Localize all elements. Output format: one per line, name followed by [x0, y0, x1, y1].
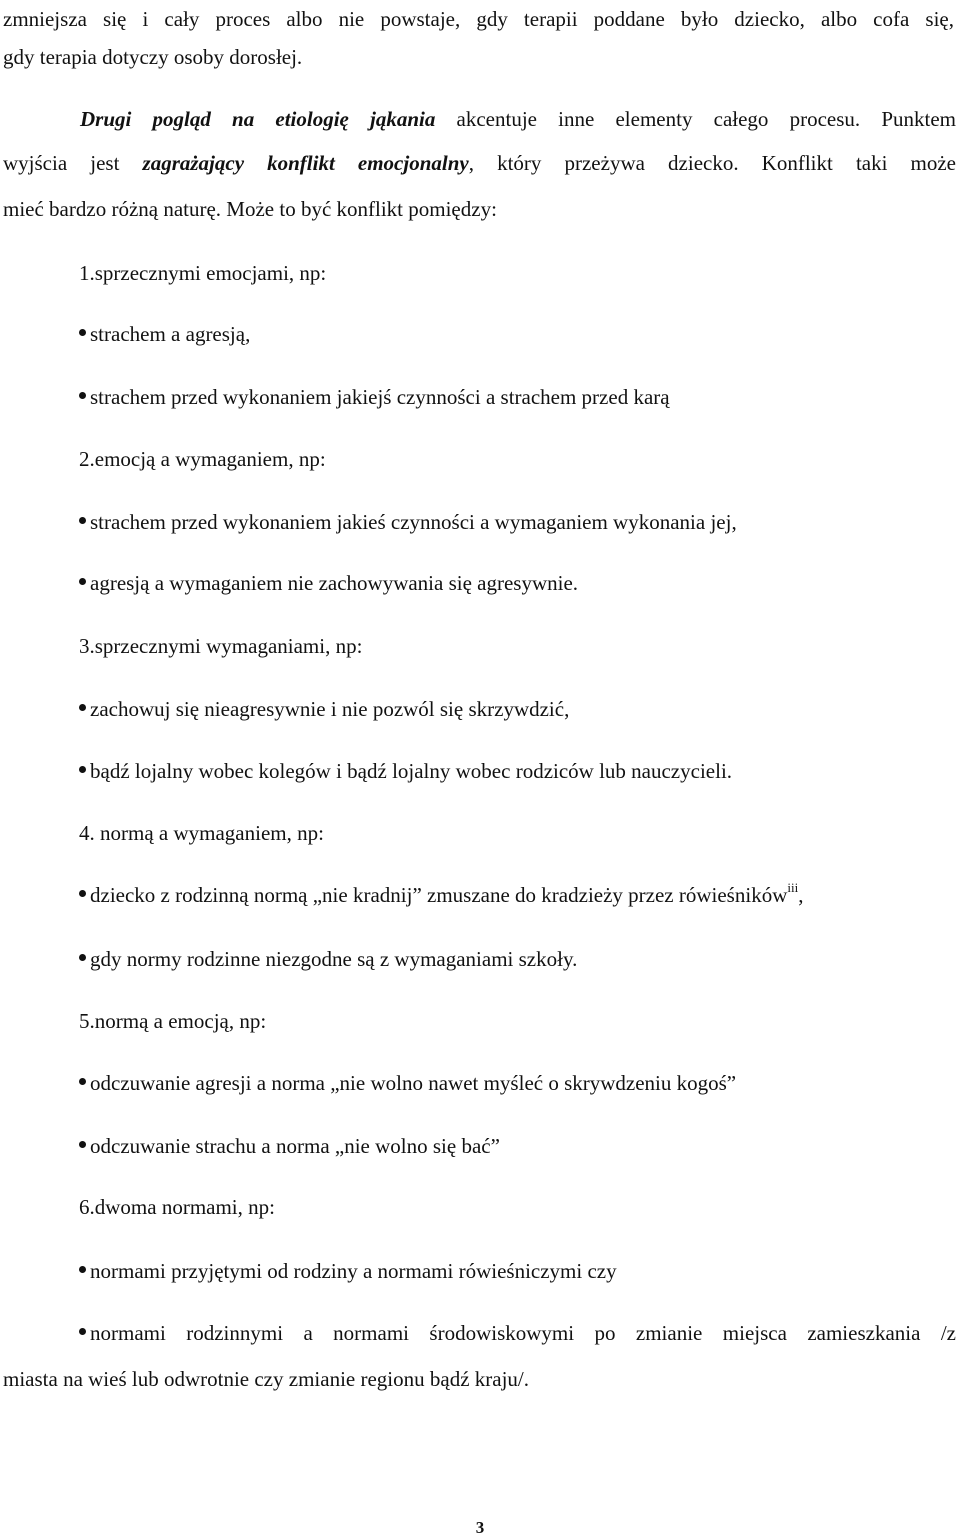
bullet-icon	[79, 954, 86, 961]
bullet-icon	[79, 704, 86, 711]
body-text-line: gdy terapia dotyczy osoby dorosłej.	[3, 45, 303, 69]
bullet-icon	[79, 890, 86, 897]
list-item	[79, 1136, 500, 1157]
paragraph-text: , który przeżywa dziecko. Konflikt taki może	[468, 151, 957, 175]
section-heading: 6.dwoma normami, np:	[79, 1195, 275, 1219]
bullet-icon	[79, 329, 86, 336]
emphasized-phrase: Drugi pogląd na etiologię jąkania	[80, 107, 436, 131]
list-item	[79, 573, 578, 594]
list-item	[79, 512, 737, 533]
paragraph-line	[3, 153, 956, 174]
bullet-icon	[79, 1078, 86, 1085]
list-item	[79, 1323, 956, 1344]
list-item-text: dziecko z rodzinną normą „nie kradnij” zmuszane do kradzieży przez rówieśników	[90, 883, 788, 907]
list-item-text: gdy normy rodzinne niezgodne są z wymaganiami szkoły.	[90, 947, 578, 971]
list-item	[79, 880, 804, 907]
list-item	[79, 699, 569, 720]
list-item-text: ,	[798, 883, 804, 907]
section-heading: 4. normą a wymaganiem, np:	[79, 821, 324, 845]
list-item-text: normami rodzinnymi a normami środowiskowymi po zmianie miejsca zamieszkania /z	[90, 1321, 956, 1345]
list-item-text: bądź lojalny wobec kolegów i bądź lojalny wobec rodziców lub nauczycieli.	[90, 759, 733, 783]
footnote-reference: iii	[787, 880, 799, 895]
list-item	[79, 949, 577, 970]
list-item	[79, 324, 250, 345]
list-item-text: strachem przed wykonaniem jakieś czynności a wymaganiem wykonania jej,	[90, 510, 737, 534]
section-heading: 5.normą a emocją, np:	[79, 1009, 267, 1033]
list-item-text: strachem przed wykonaniem jakiejś czynności a strachem przed karą	[90, 385, 670, 409]
paragraph-line	[80, 109, 956, 130]
bullet-icon	[79, 1266, 86, 1273]
section-heading: 3.sprzecznymi wymaganiami, np:	[79, 634, 363, 658]
bullet-icon	[79, 517, 86, 524]
bullet-icon	[79, 392, 86, 399]
bullet-icon	[79, 1328, 86, 1335]
paragraph-line: mieć bardzo różną naturę. Może to być konflikt pomiędzy:	[3, 197, 497, 221]
list-item-text: agresją a wymaganiem nie zachowywania się agresywnie.	[90, 571, 579, 595]
paragraph-text: akcentuje inne elementy całego procesu. Punktem	[435, 107, 956, 131]
bullet-icon	[79, 766, 86, 773]
paragraph-text: wyjścia jest	[3, 151, 143, 175]
emphasized-phrase: zagrażający konflikt emocjonalny	[142, 151, 469, 175]
section-heading: 1.sprzecznymi emocjami, np:	[79, 261, 327, 285]
list-item-text: odczuwanie strachu a norma „nie wolno się bać”	[90, 1134, 500, 1158]
list-item	[79, 761, 732, 782]
list-item	[79, 387, 670, 408]
list-item-text: zachowuj się nieagresywnie i nie pozwól się skrzywdzić,	[90, 697, 570, 721]
list-item-continuation: miasta na wieś lub odwrotnie czy zmianie regionu bądź kraju/.	[3, 1367, 529, 1391]
section-heading: 2.emocją a wymaganiem, np:	[79, 447, 326, 471]
bullet-icon	[79, 578, 86, 585]
body-text-line: zmniejsza się i cały proces albo nie powstaje, gdy terapii poddane było dziecko, albo cofa się,	[3, 7, 954, 31]
bullet-icon	[79, 1141, 86, 1148]
list-item-text: normami przyjętymi od rodziny a normami rówieśniczymi czy	[90, 1259, 617, 1283]
list-item	[79, 1073, 736, 1094]
page-number: 3	[475, 1518, 485, 1537]
list-item-text: odczuwanie agresji a norma „nie wolno nawet myśleć o skrywdzeniu kogoś”	[90, 1071, 737, 1095]
list-item-text: strachem a agresją,	[90, 322, 251, 346]
list-item	[79, 1261, 617, 1282]
